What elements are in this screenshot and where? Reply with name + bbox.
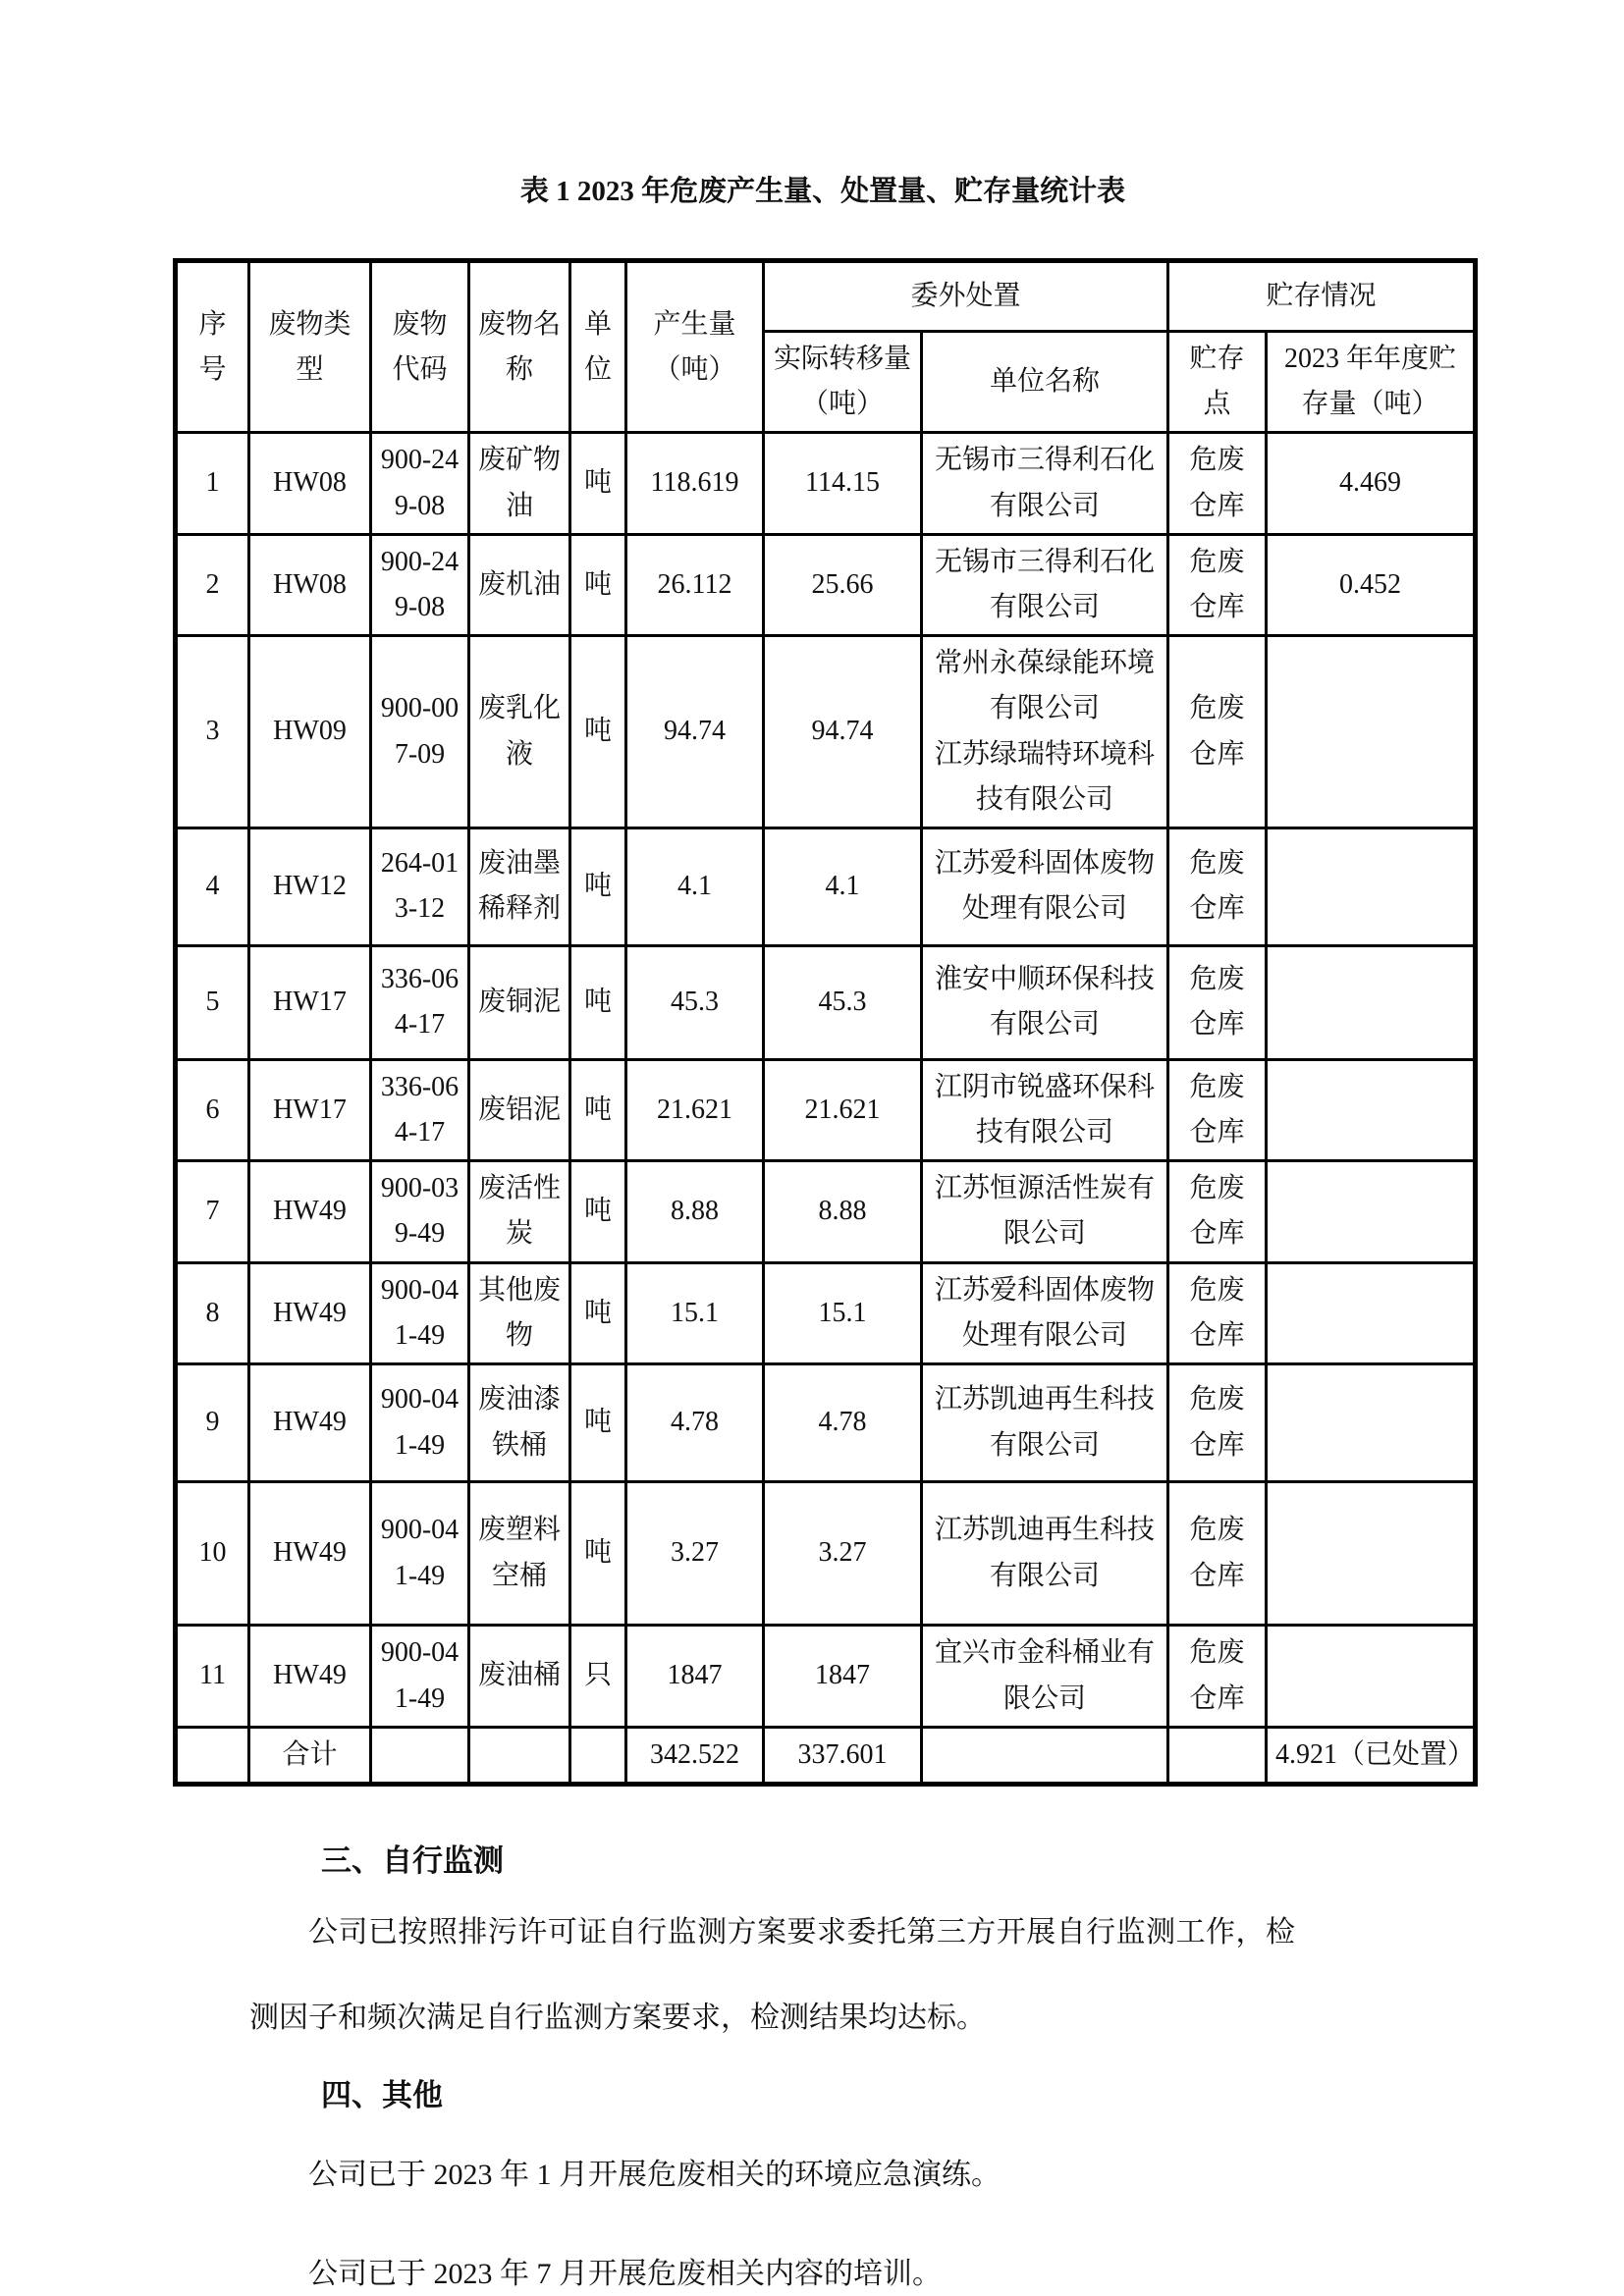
text-sections [249,1840,1393,2296]
cell-storage-amount [1267,1161,1476,1262]
company-name: 江苏爱科固体废物处理有限公司 [935,1274,1156,1351]
table-row-1 [176,433,1476,534]
cell-waste-type: HW49 [249,1626,371,1728]
col-header-waste-code: 废物代码 [371,261,469,433]
cell-waste-code: 336-064-17 [371,945,469,1059]
cell-storage-point: 危废仓库 [1168,636,1267,828]
cell-total-storage-amount: 4.921（已处置） [1267,1728,1476,1785]
cell-storage-amount [1267,636,1476,828]
table-row-total [176,1728,1476,1785]
cell-company [922,1059,1168,1160]
cell-waste-type: HW17 [249,945,371,1059]
table-row-6 [176,1059,1476,1160]
cell-transferred: 8.88 [764,1161,922,1262]
table-row-10 [176,1482,1476,1626]
document-content [173,0,1476,2296]
table-body [176,433,1476,1728]
cell-transferred: 4.78 [764,1364,922,1482]
cell-unit: 吨 [570,534,626,635]
cell-unit: 吨 [570,828,626,945]
table-row-9 [176,1364,1476,1482]
table-row-4 [176,828,1476,945]
col-group-storage-status: 贮存情况 [1168,261,1476,332]
cell-storage-point: 危废仓库 [1168,1626,1267,1728]
cell-transferred: 94.74 [764,636,922,828]
table-row-2 [176,534,1476,635]
cell-index: 4 [176,828,249,945]
cell-unit: 吨 [570,1262,626,1363]
cell-waste-code: 900-041-49 [371,1364,469,1482]
cell-transferred: 1847 [764,1626,922,1728]
cell-waste-name: 废乳化液 [469,636,570,828]
table-row-8 [176,1262,1476,1363]
cell-index: 10 [176,1482,249,1626]
cell-storage-amount [1267,945,1476,1059]
cell-waste-type: HW49 [249,1482,371,1626]
col-header-storage-point: 贮存点 [1168,332,1267,433]
cell-generated: 118.619 [626,433,764,534]
cell-total-unit [570,1728,626,1785]
cell-index: 9 [176,1364,249,1482]
cell-index: 8 [176,1262,249,1363]
section-3-paragraph: 公司已按照排污许可证自行监测方案要求委托第三方开展自行监测工作，检测因子和频次满足自行监测方案要求，检测结果均达标。 [249,1916,1295,2035]
cell-waste-code: 900-007-09 [371,636,469,828]
cell-total-index [176,1728,249,1785]
cell-transferred: 21.621 [764,1059,922,1160]
company-name: 江阴市锐盛环保科技有限公司 [935,1071,1156,1148]
col-header-index: 序号 [176,261,249,433]
cell-unit: 吨 [570,945,626,1059]
cell-waste-name: 废活性炭 [469,1161,570,1262]
section-4-paragraph-1: 公司已于 2023 年 1 月开展危废相关的环境应急演练。 [308,2159,1001,2192]
cell-waste-code: 336-064-17 [371,1059,469,1160]
cell-generated: 26.112 [626,534,764,635]
company-name: 淮安中顺环保科技有限公司 [935,964,1156,1041]
cell-waste-type: HW09 [249,636,371,828]
cell-company [922,1161,1168,1262]
cell-waste-name: 废铜泥 [469,945,570,1059]
cell-waste-type: HW49 [249,1262,371,1363]
table-title: 表 1 2023 年危废产生量、处置量、贮存量统计表 [519,176,1126,207]
cell-waste-name: 废油漆铁桶 [469,1364,570,1482]
cell-transferred: 15.1 [764,1262,922,1363]
cell-transferred: 45.3 [764,945,922,1059]
cell-transferred: 114.15 [764,433,922,534]
cell-unit: 吨 [570,1059,626,1160]
cell-storage-point: 危废仓库 [1168,534,1267,635]
table-row-7 [176,1161,1476,1262]
cell-waste-code: 900-041-49 [371,1262,469,1363]
cell-total-transferred: 337.601 [764,1728,922,1785]
table-row-5 [176,945,1476,1059]
company-name: 宜兴市金科桶业有限公司 [935,1637,1156,1714]
cell-storage-amount [1267,1262,1476,1363]
cell-company [922,636,1168,828]
cell-generated: 3.27 [626,1482,764,1626]
company-name: 江苏凯迪再生科技有限公司 [935,1384,1156,1461]
cell-storage-amount [1267,1059,1476,1160]
cell-storage-amount [1267,1482,1476,1626]
cell-waste-type: HW08 [249,534,371,635]
company-name: 江苏凯迪再生科技有限公司 [935,1515,1156,1591]
cell-storage-amount: 4.469 [1267,433,1476,534]
cell-waste-code: 900-041-49 [371,1482,469,1626]
table-row-3 [176,636,1476,828]
cell-generated: 45.3 [626,945,764,1059]
cell-waste-name: 废矿物油 [469,433,570,534]
cell-waste-name: 废油桶 [469,1626,570,1728]
cell-generated: 1847 [626,1626,764,1728]
cell-unit: 吨 [570,1161,626,1262]
cell-company [922,433,1168,534]
cell-waste-type: HW12 [249,828,371,945]
cell-index: 11 [176,1626,249,1728]
table-row-11 [176,1626,1476,1728]
cell-index: 5 [176,945,249,1059]
cell-storage-point: 危废仓库 [1168,1059,1267,1160]
cell-transferred: 4.1 [764,828,922,945]
cell-waste-code: 900-249-08 [371,534,469,635]
table-header [176,261,1476,433]
cell-index: 3 [176,636,249,828]
col-header-generated: 产生量（吨） [626,261,764,433]
col-header-waste-type: 废物类型 [249,261,371,433]
cell-index: 7 [176,1161,249,1262]
cell-waste-name: 废铝泥 [469,1059,570,1160]
section-4-paragraph-2: 公司已于 2023 年 7 月开展危废相关内容的培训。 [308,2258,942,2291]
cell-index: 2 [176,534,249,635]
cell-storage-point: 危废仓库 [1168,1482,1267,1626]
col-header-transferred: 实际转移量（吨） [764,332,922,433]
cell-storage-amount: 0.452 [1267,534,1476,635]
company-name: 常州永葆绿能环境有限公司 [935,648,1156,724]
cell-generated: 8.88 [626,1161,764,1262]
table-header-row-1 [176,261,1476,332]
table-footer [176,1728,1476,1785]
cell-storage-point: 危废仓库 [1168,1161,1267,1262]
cell-total-label: 合计 [249,1728,371,1785]
company-name: 无锡市三得利石化有限公司 [935,445,1156,521]
company-name: 江苏爱科固体废物处理有限公司 [935,848,1156,925]
cell-storage-amount [1267,1626,1476,1728]
cell-waste-name: 废机油 [469,534,570,635]
col-header-waste-name: 废物名称 [469,261,570,433]
col-group-outsourced-disposal: 委外处置 [764,261,1168,332]
company-name: 江苏绿瑞特环境科技有限公司 [935,738,1156,815]
cell-company [922,1364,1168,1482]
cell-storage-point: 危废仓库 [1168,433,1267,534]
cell-storage-point: 危废仓库 [1168,828,1267,945]
cell-company [922,945,1168,1059]
col-header-company: 单位名称 [922,332,1168,433]
cell-company [922,534,1168,635]
cell-generated: 94.74 [626,636,764,828]
cell-waste-code: 900-039-49 [371,1161,469,1262]
cell-unit: 吨 [570,1364,626,1482]
col-header-unit: 单位 [570,261,626,433]
cell-transferred: 25.66 [764,534,922,635]
cell-waste-type: HW49 [249,1364,371,1482]
cell-company [922,1482,1168,1626]
cell-waste-type: HW49 [249,1161,371,1262]
cell-waste-type: HW08 [249,433,371,534]
cell-transferred: 3.27 [764,1482,922,1626]
cell-storage-amount [1267,1364,1476,1482]
section-3-heading: 三、自行监测 [321,1843,504,1879]
company-name: 江苏恒源活性炭有限公司 [935,1173,1156,1250]
cell-waste-type: HW17 [249,1059,371,1160]
cell-total-company [922,1728,1168,1785]
cell-storage-amount [1267,828,1476,945]
cell-unit: 吨 [570,1482,626,1626]
cell-generated: 15.1 [626,1262,764,1363]
section-4-heading: 四、其他 [321,2078,443,2113]
col-header-storage-2023: 2023 年年度贮存量（吨） [1267,332,1476,433]
cell-waste-code: 264-013-12 [371,828,469,945]
cell-index: 6 [176,1059,249,1160]
cell-unit: 吨 [570,433,626,534]
cell-waste-name: 废塑料空桶 [469,1482,570,1626]
cell-total-storage-point [1168,1728,1267,1785]
cell-waste-code: 900-249-08 [371,433,469,534]
cell-storage-point: 危废仓库 [1168,945,1267,1059]
cell-total-generated: 342.522 [626,1728,764,1785]
cell-storage-point: 危废仓库 [1168,1262,1267,1363]
cell-waste-code: 900-041-49 [371,1626,469,1728]
cell-unit: 只 [570,1626,626,1728]
cell-company [922,1626,1168,1728]
cell-storage-point: 危废仓库 [1168,1364,1267,1482]
cell-company [922,828,1168,945]
cell-generated: 4.1 [626,828,764,945]
cell-generated: 21.621 [626,1059,764,1160]
cell-waste-name: 其他废物 [469,1262,570,1363]
cell-total-name [469,1728,570,1785]
cell-unit: 吨 [570,636,626,828]
cell-index: 1 [176,433,249,534]
cell-company [922,1262,1168,1363]
cell-total-code [371,1728,469,1785]
waste-stats-table [173,258,1478,1787]
cell-generated: 4.78 [626,1364,764,1482]
cell-waste-name: 废油墨稀释剂 [469,828,570,945]
company-name: 无锡市三得利石化有限公司 [935,546,1156,622]
